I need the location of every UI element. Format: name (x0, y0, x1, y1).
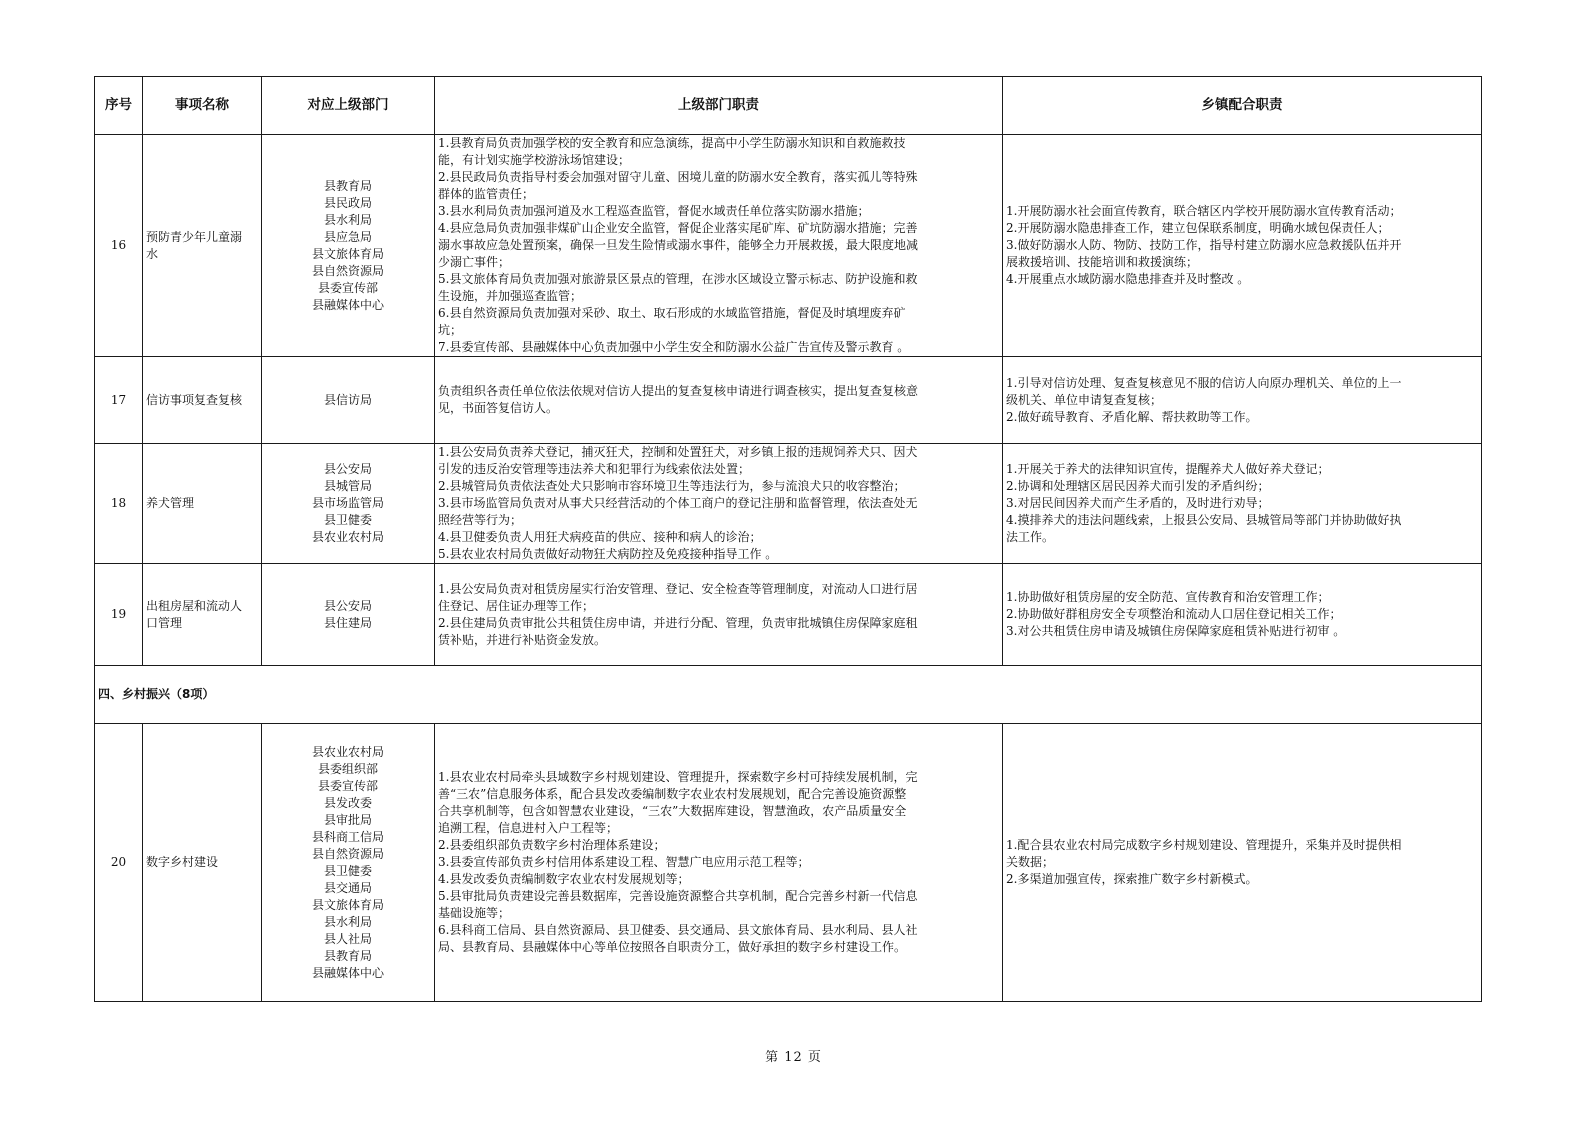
text-line: 县应急局 (323, 229, 372, 244)
text-line: 5.县文旅体育局负责加强对旅游景区景点的管理，在涉水区域设立警示标志、防护设施和救 (438, 272, 918, 286)
text-line: 县发改委 (323, 795, 372, 810)
township-duty-cell (1003, 357, 1482, 444)
text-line: 县信访局 (323, 392, 372, 407)
text-line: 善“三农”信息服务体系，配合县发改委编制数字农业农村发展规划，配合完善设施资源整 (438, 787, 907, 801)
text-line: 养犬管理 (146, 496, 195, 510)
text-line: 县文旅体育局 (311, 897, 384, 912)
text-line: 能，有计划实施学校游泳场馆建设； (438, 153, 631, 167)
text-line: 群体的监管责任； (438, 187, 535, 201)
text-line: 县公安局 (323, 462, 372, 476)
text-line: 2.县城管局负责依法查处犬只影响市容环境卫生等违法行为，参与流浪犬只的收容整治； (438, 479, 906, 493)
text-line: 县委宣传部 (317, 778, 378, 793)
text-line: 数字乡村建设 (146, 855, 219, 869)
text-line: 4.县应急局负责加强非煤矿山企业安全监管，督促企业落实尾矿库、矿坑防溺水措施；完善 (438, 221, 918, 235)
text-line: 县交通局 (323, 880, 372, 895)
text-line: 2.多渠道加强宣传，探索推广数字乡村新模式。 (1006, 872, 1258, 886)
township-duty-cell (1003, 444, 1482, 564)
superior-duty-cell (435, 357, 1003, 444)
text-line: 县审批局 (323, 812, 372, 827)
text-line: 县委组织部 (317, 761, 378, 776)
text-line: 3.县水利局负责加强河道及水工程巡查监管，督促水域责任单位落实防溺水措施； (438, 204, 870, 218)
responsibility-table (94, 76, 1482, 1002)
text-line: 县卫健委 (323, 513, 372, 527)
text-line: 县自然资源局 (311, 263, 384, 278)
serial-number-cell: 20 (95, 724, 143, 1002)
text-line: 县融媒体中心 (311, 297, 384, 312)
text-line: 水 (146, 246, 159, 261)
text-line: 住登记、居住证办理等工作； (438, 598, 595, 613)
text-line: 2.县住建局负责审批公共租赁住房申请，并进行分配、管理，负责审批城镇住房保障家庭租 (438, 615, 918, 630)
text-line: 4.县卫健委负责人用狂犬病疫苗的供应、接种和病人的诊治； (438, 530, 762, 544)
text-line: 4.摸排养犬的违法问题线索，上报县公安局、县城管局等部门并协助做好执 (1006, 513, 1402, 527)
section-header-row (95, 666, 1482, 724)
superior-duty-cell (435, 564, 1003, 666)
text-line: 2.做好疏导教育、矛盾化解、帮扶救助等工作。 (1006, 409, 1258, 424)
text-line: 县城管局 (323, 479, 372, 493)
text-line: 1.配合县农业农村局完成数字乡村规划建设、管理提升，采集并及时提供相 (1006, 838, 1402, 852)
text-line: 1.县公安局负责对租赁房屋实行治安管理、登记、安全检查等管理制度，对流动人口进行居 (438, 581, 918, 596)
text-line: 基础设施等； (438, 906, 511, 920)
table-row (95, 564, 1482, 666)
text-line: 1.开展关于养犬的法律知识宣传，提醒养犬人做好养犬登记； (1006, 462, 1330, 476)
table-row (95, 357, 1482, 444)
text-line: 2.协调和处理辖区居民因养犬而引发的矛盾纠纷； (1006, 479, 1270, 493)
text-line: 生设施，并加强巡查监管； (438, 289, 583, 303)
superior-duty-cell (435, 135, 1003, 357)
department-cell (262, 135, 435, 357)
superior-duty-cell (435, 724, 1003, 1002)
text-line: 县文旅体育局 (311, 246, 384, 261)
text-line: 溺水事故应急处置预案，确保一旦发生险情或溺水事件，能够全力开展救援，最大限度地减 (438, 238, 919, 252)
table-row (95, 444, 1482, 564)
text-line: 追溯工程，信息进村入户工程等； (438, 821, 619, 835)
serial-number-cell: 18 (95, 444, 143, 564)
text-line: 2.开展防溺水隐患排查工作，建立包保联系制度，明确水域包保责任人； (1006, 221, 1390, 235)
header-serial-number: 序号 (95, 77, 143, 135)
text-line: 局、县教育局、县融媒体中心等单位按照各自职责分工，做好承担的数字乡村建设工作。 (438, 940, 907, 954)
township-duty-cell (1003, 564, 1482, 666)
text-line: 见，书面答复信访人。 (438, 401, 559, 415)
text-line: 3.对公共租赁住房申请及城镇住房保障家庭租赁补贴进行初审 。 (1006, 624, 1346, 638)
header-township-duties: 乡镇配合职责 (1003, 77, 1482, 135)
text-line: 县教育局 (323, 178, 372, 193)
table-row (95, 135, 1482, 357)
serial-number-cell: 16 (95, 135, 143, 357)
header-item-name: 事项名称 (143, 77, 262, 135)
text-line: 负责组织各责任单位依法依规对信访人提出的复查复核申请进行调查核实，提出复查复核意 (438, 384, 919, 398)
serial-number-cell: 19 (95, 564, 143, 666)
text-line: 合共享机制等，包含如智慧农业建设，“三农”大数据库建设，智慧渔政，农产品质量安全 (438, 804, 907, 818)
text-line: 2.协助做好群租房安全专项整治和流动人口居住登记相关工作； (1006, 607, 1342, 621)
text-line: 县民政局 (323, 195, 372, 210)
text-line: 5.县审批局负责建设完善县数据库，完善设施资源整合共享机制，配合完善乡村新一代信息 (438, 889, 918, 903)
text-line: 照经营等行为； (438, 513, 523, 527)
item-name-cell (143, 135, 262, 357)
page-number: 第 12 页 (765, 1050, 822, 1065)
text-line: 4.开展重点水域防溺水隐患排查并及时整改 。 (1006, 272, 1250, 286)
text-line: 县教育局 (323, 948, 372, 963)
text-line: 2.县委组织部负责数字乡村治理体系建设； (438, 838, 666, 852)
item-name-cell (143, 564, 262, 666)
text-line: 3.做好防溺水人防、物防、技防工作，指导村建立防溺水应急救援队伍并开 (1006, 238, 1402, 252)
item-name-cell (143, 444, 262, 564)
text-line: 口管理 (146, 615, 183, 630)
text-line: 预防青少年儿童溺 (146, 229, 243, 244)
text-line: 法工作。 (1006, 530, 1055, 544)
table-body (95, 135, 1482, 1002)
table-header-row (95, 77, 1482, 135)
text-line: 县卫健委 (323, 863, 372, 878)
text-line: 县住建局 (323, 615, 372, 630)
text-line: 县水利局 (323, 212, 372, 227)
text-line: 县人社局 (323, 931, 372, 946)
text-line: 4.县发改委负责编制数字农业农村发展规划等； (438, 872, 690, 886)
department-cell (262, 444, 435, 564)
text-line: 1.县教育局负责加强学校的安全教育和应急演练，提高中小学生防溺水知识和自救施救技 (438, 136, 906, 150)
text-line: 出租房屋和流动人 (146, 598, 243, 613)
table-row (95, 724, 1482, 1002)
item-name-cell (143, 357, 262, 444)
serial-number-cell: 17 (95, 357, 143, 444)
text-line: 县水利局 (323, 914, 372, 929)
text-line: 赁补贴，并进行补贴资金发放。 (438, 632, 607, 647)
text-line: 县农业农村局 (311, 744, 384, 759)
department-cell (262, 357, 435, 444)
text-line: 1.引导对信访处理、复查复核意见不服的信访人向原办理机关、单位的上一 (1006, 375, 1402, 390)
header-superior-department: 对应上级部门 (262, 77, 435, 135)
text-line: 县市场监管局 (311, 496, 384, 510)
item-name-cell (143, 724, 262, 1002)
text-line: 县公安局 (323, 598, 372, 613)
text-line: 1.县公安局负责养犬登记，捕灭狂犬，控制和处置狂犬，对乡镇上报的违规饲养犬只、因犬 (438, 445, 918, 459)
text-line: 级机关、单位申请复查复核； (1006, 392, 1163, 407)
header-superior-duties: 上级部门职责 (435, 77, 1003, 135)
department-cell (262, 564, 435, 666)
section-title: 四、乡村振兴（8项） (95, 666, 1482, 724)
superior-duty-cell (435, 444, 1003, 564)
text-line: 6.县科商工信局、县自然资源局、县卫健委、县交通局、县文旅体育局、县水利局、县人社 (438, 923, 918, 937)
text-line: 少溺亡事件； (438, 255, 511, 269)
text-line: 县农业农村局 (311, 530, 384, 544)
text-line: 信访事项复查复核 (146, 392, 243, 407)
text-line: 县委宣传部 (317, 280, 378, 295)
text-line: 关数据； (1006, 855, 1055, 869)
text-line: 坑； (438, 323, 463, 337)
text-line: 1.县农业农村局牵头县域数字乡村规划建设、管理提升，探索数字乡村可持续发展机制，完 (438, 770, 918, 784)
text-line: 县科商工信局 (311, 829, 384, 844)
text-line: 1.协助做好租赁房屋的安全防范、宣传教育和治安管理工作； (1006, 590, 1330, 604)
text-line: 展救援培训、技能培训和救援演练； (1006, 255, 1199, 269)
text-line: 6.县自然资源局负责加强对采砂、取土、取石形成的水域监管措施，督促及时填埋废弃矿 (438, 306, 906, 320)
text-line: 县自然资源局 (311, 846, 384, 861)
township-duty-cell (1003, 135, 1482, 357)
text-line: 县融媒体中心 (311, 965, 384, 980)
text-line: 3.县委宣传部负责乡村信用体系建设工程、智慧广电应用示范工程等； (438, 855, 810, 869)
text-line: 1.开展防溺水社会面宣传教育，联合辖区内学校开展防溺水宣传教育活动； (1006, 204, 1402, 218)
text-line: 7.县委宣传部、县融媒体中心负责加强中小学生安全和防溺水公益广告宣传及警示教育 。 (438, 340, 910, 354)
township-duty-cell (1003, 724, 1482, 1002)
text-line: 2.县民政局负责指导村委会加强对留守儿童、困境儿童的防溺水安全教育，落实孤儿等特殊 (438, 170, 918, 184)
text-line: 3.县市场监管局负责对从事犬只经营活动的个体工商户的登记注册和监督管理，依法查处无 (438, 496, 918, 510)
text-line: 3.对居民间因养犬而产生矛盾的，及时进行劝导； (1006, 496, 1270, 510)
text-line: 5.县农业农村局负责做好动物狂犬病防控及免疫接种指导工作 。 (438, 547, 778, 561)
text-line: 引发的违反治安管理等违法养犬和犯罪行为线索依法处置； (438, 462, 751, 476)
department-cell (262, 724, 435, 1002)
